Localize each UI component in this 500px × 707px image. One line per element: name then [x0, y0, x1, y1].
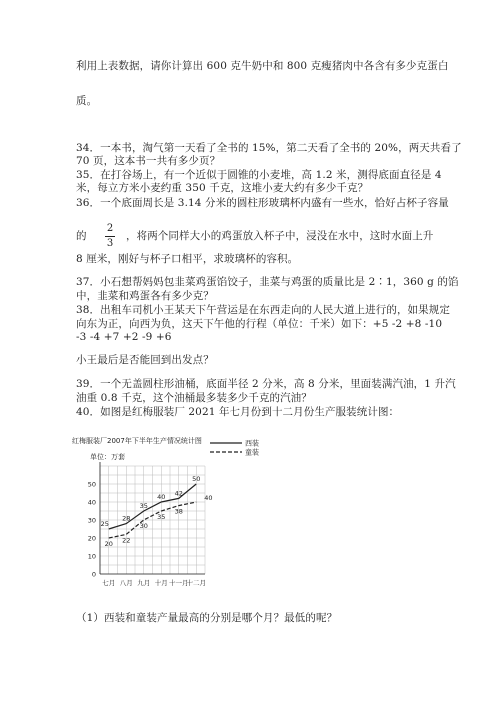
x-tick-label: 七月 [102, 579, 116, 587]
data-label: 20 [104, 540, 113, 548]
q35-line-2: 米，每立方米小麦约重 350 千克，这堆小麦大约有多少千克？ [76, 182, 369, 194]
text-line-1: 利用上表数据，请你计算出 600 克牛奶中和 800 克瘦猪肉中各含有多少克蛋白 [76, 60, 449, 72]
q36-line-3: 8 厘米，刚好与杯子口相平，求玻璃杯的容积。 [76, 253, 299, 265]
chart-title: 红梅服装厂2007年下半年生产情况统计图 [72, 437, 202, 445]
q38-line-1: 38．出租车司机小王某天下午营运是在东西走向的人民大道上进行的，如果规定 [76, 304, 450, 316]
fraction-numerator: 2 [105, 223, 115, 237]
y-tick-label: 30 [87, 516, 96, 525]
q35-line-1: 35．在打谷场上，有一个近似于圆锥的小麦堆，高 1.2 米，测得底面直径是 4 [76, 169, 442, 181]
q39-line-2: 油重 0.8 千克，这个油桶最多装多少千克的汽油？ [76, 392, 312, 404]
data-label: 35 [139, 502, 148, 510]
x-tick-label: 八月 [119, 579, 133, 587]
x-tick-label: 九月 [137, 579, 151, 587]
y-tick-label: 20 [87, 534, 96, 543]
q34-line-1: 34．一本书，淘气第一天看了全书的 15%，第二天看了全书的 20%，两天共看了 [76, 142, 462, 154]
q40-sub-question-1: （1）西装和童装产量最高的分别是哪个月？最低的呢？ [76, 612, 338, 624]
x-tick-label: 十二月 [186, 579, 206, 587]
legend-label-1: 西装 [245, 439, 259, 448]
q38-line-3: -3 -4 +7 +2 -9 +6 [76, 331, 172, 343]
chart-x-ticks [102, 578, 206, 587]
data-label: 42 [174, 489, 183, 498]
data-label: 22 [122, 536, 131, 545]
q34-line-2: 70 页，这本书一共有多少页？ [76, 155, 221, 167]
y-tick-label: 40 [87, 498, 96, 507]
text-line-2: 质。 [76, 95, 98, 107]
q36-line-2-prefix: 的 [76, 230, 87, 242]
fraction-denominator: 3 [106, 238, 114, 249]
chart-ylabel: 单位：万套 [90, 453, 125, 461]
data-label: 40 [204, 494, 213, 502]
chart-legend [210, 439, 259, 457]
q38-line-2: 向东为正，向西为负，这天下午他的行程（单位：千米）如下：+5 -2 +8 -10 [76, 318, 443, 330]
q38-question: 小王最后是否能回到出发点？ [76, 354, 214, 366]
x-tick-label: 十一月 [169, 579, 189, 587]
chart-grid [100, 466, 205, 574]
q39-line-1: 39．一个无盖圆柱形油桶，底面半径 2 分米，高 8 分米，里面装满汽油，1 升汽 [76, 378, 456, 390]
data-label: 40 [157, 493, 166, 501]
q36-line-1: 36．一个底面周长是 3.14 分米的圆柱形玻璃杯内盛有一些水，恰好占杯子容量 [76, 197, 449, 209]
data-label: 38 [174, 507, 183, 516]
q36-line-2-rest: ，将两个同样大小的鸡蛋放入杯子中，浸没在水中，这时水面上升 [126, 230, 434, 242]
data-label: 25 [100, 520, 109, 528]
y-tick-label: 0 [91, 570, 96, 579]
data-label: 50 [192, 475, 201, 483]
q37-line-2: 中，韭菜和鸡蛋各有多少克？ [76, 290, 214, 302]
data-label: 35 [157, 513, 166, 521]
q40-line-1: 40．如图是红梅服装厂 2021 年七月份到十二月份生产服装统计图： [76, 406, 400, 418]
legend-label-2: 童装 [245, 448, 259, 457]
x-tick-label: 十月 [154, 579, 168, 587]
clothing-production-line-chart [70, 434, 270, 594]
data-label: 28 [122, 514, 131, 523]
chart-y-ticks [88, 481, 96, 579]
y-tick-label: 10 [87, 552, 96, 561]
q37-line-1: 37．小石想帮妈妈包韭菜鸡蛋馅饺子，韭菜与鸡蛋的质量比是 2∶1，360 g 的馅 [76, 276, 459, 288]
fraction-two-thirds [105, 223, 115, 250]
y-tick-label: 50 [87, 480, 96, 489]
data-label: 30 [139, 522, 148, 530]
